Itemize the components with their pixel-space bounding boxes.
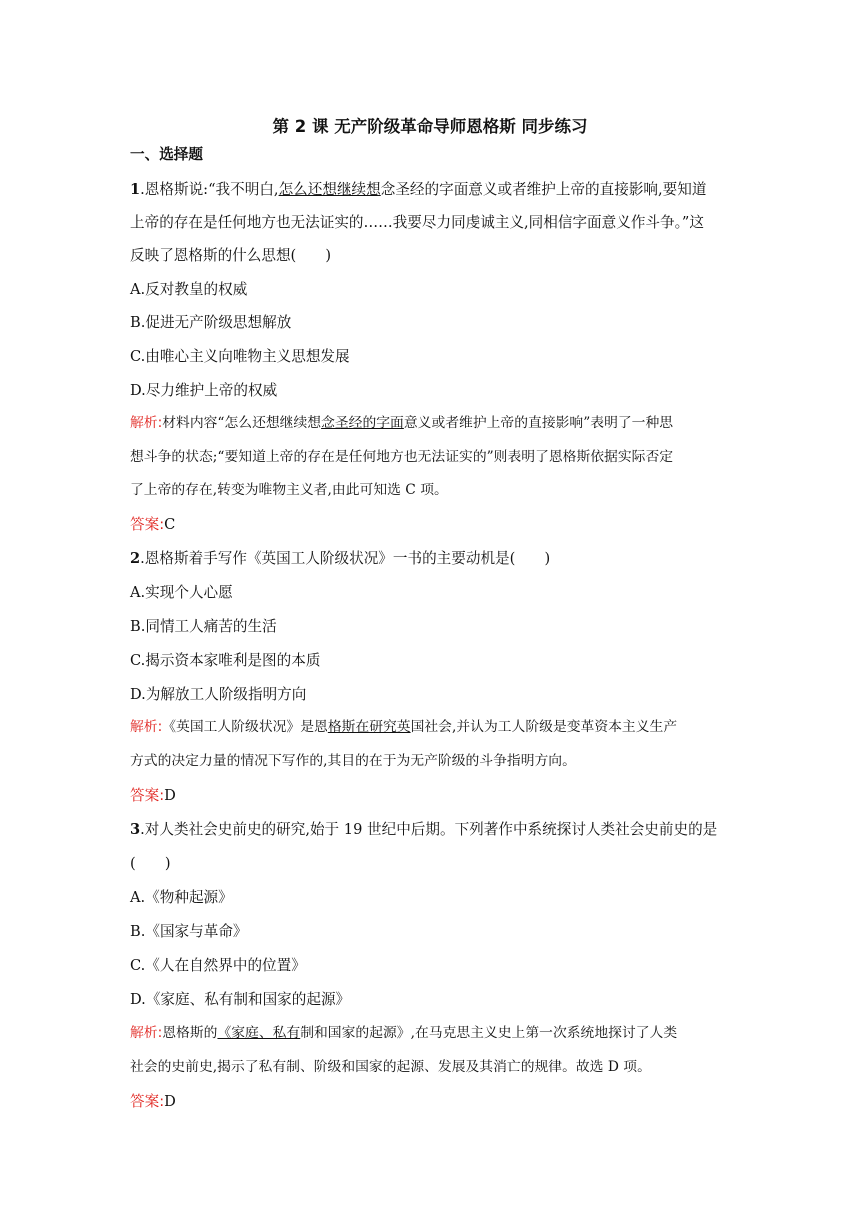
page-title: 第 2 课 无产阶级革命导师恩格斯 同步练习 <box>272 117 588 136</box>
stem-underlined: 怎么还想继续想 <box>278 181 381 198</box>
answer-value: C <box>164 516 176 533</box>
question-1-analysis-line-1 <box>130 417 673 431</box>
stem-text: .对人类社会史前史的研究,始于 19 世纪中后期。下列著作中系统探讨人类社会史前史的是 <box>140 821 718 838</box>
question-1-analysis-line-3: 了上帝的存在,转变为唯物主义者,由此可知选 C 项。 <box>130 482 448 498</box>
stem-text: .恩格斯说:“我不明白, <box>140 181 279 198</box>
question-number: 1 <box>130 181 141 198</box>
stem-text: .恩格斯着手写作《英国工人阶级状况》一书的主要动机是( ) <box>140 550 551 567</box>
analysis-underlined: 《家庭、私有 <box>217 1025 301 1041</box>
question-1-option-a: A.反对教皇的权威 <box>130 281 248 298</box>
analysis-text: 意义或者维护上帝的直接影响”表明了一种思 <box>403 415 674 431</box>
stem-text: 念圣经的字面意义或者维护上帝的直接影响,要知道 <box>380 181 707 198</box>
question-3-option-a: A.《物种起源》 <box>130 889 233 906</box>
question-2-answer <box>130 789 176 804</box>
analysis-text: 国社会,并认为工人阶级是变革资本主义生产 <box>410 719 678 735</box>
question-number: 3 <box>130 821 141 838</box>
question-2-option-a: A.实现个人心愿 <box>130 584 233 601</box>
analysis-text: 制和国家的起源》,在马克思主义史上第一次系统地探讨了人类 <box>300 1025 678 1041</box>
question-1-option-c: C.由唯心主义向唯物主义思想发展 <box>130 348 350 365</box>
question-3-analysis-line-1 <box>130 1027 677 1041</box>
section-heading: 一、选择题 <box>130 146 203 163</box>
question-2-stem <box>130 552 550 567</box>
question-2-option-b: B.同情工人痛苦的生活 <box>130 618 277 635</box>
analysis-label: 解析: <box>130 1025 163 1041</box>
analysis-text: 《英国工人阶级状况》是恩 <box>162 719 328 735</box>
question-1-answer <box>130 518 175 533</box>
question-1-stem-line-3: 反映了恩格斯的什么思想( ) <box>130 247 332 264</box>
analysis-text: 材料内容“怎么还想继续想 <box>162 415 322 431</box>
analysis-label: 解析: <box>130 719 163 735</box>
question-number: 2 <box>130 550 141 567</box>
question-3-option-d: D.《家庭、私有制和国家的起源》 <box>130 991 351 1008</box>
question-1-stem-line-1 <box>130 183 706 198</box>
question-3-option-c: C.《人在自然界中的位置》 <box>130 957 306 974</box>
question-2-option-c: C.揭示资本家唯利是图的本质 <box>130 652 321 669</box>
question-1-analysis-line-2: 想斗争的状态;“要知道上帝的存在是任何地方也无法证实的”则表明了恩格斯依据实际否定 <box>130 449 674 465</box>
question-3-analysis-line-2: 社会的史前史,揭示了私有制、阶级和国家的起源、发展及其消亡的规律。故选 D 项。 <box>130 1059 651 1075</box>
question-3-option-b: B.《国家与革命》 <box>130 923 248 940</box>
question-2-analysis-line-2: 方式的决定力量的情况下写作的,其目的在于为无产阶级的斗争指明方向。 <box>130 753 576 769</box>
question-1-option-b: B.促进无产阶级思想解放 <box>130 314 292 331</box>
question-3-stem-line-2: ( ) <box>130 855 171 872</box>
answer-label: 答案: <box>130 1093 165 1110</box>
answer-label: 答案: <box>130 516 165 533</box>
answer-value: D <box>164 1093 176 1110</box>
question-3-answer <box>130 1095 176 1110</box>
question-1-stem-line-2: 上帝的存在是任何地方也无法证实的……我要尽力同虔诚主义,同相信字面意义作斗争。”这 <box>130 214 704 231</box>
question-1-option-d: D.尽力维护上帝的权威 <box>130 382 278 399</box>
analysis-underlined: 念圣经的字面 <box>321 415 404 431</box>
question-2-analysis-line-1 <box>130 721 677 735</box>
answer-label: 答案: <box>130 787 165 804</box>
analysis-underlined: 格斯在研究英 <box>327 719 411 735</box>
answer-value: D <box>164 787 176 804</box>
analysis-label: 解析: <box>130 415 163 431</box>
analysis-text: 恩格斯的 <box>162 1025 218 1041</box>
question-3-stem-line-1 <box>130 823 717 838</box>
question-2-option-d: D.为解放工人阶级指明方向 <box>130 686 307 703</box>
